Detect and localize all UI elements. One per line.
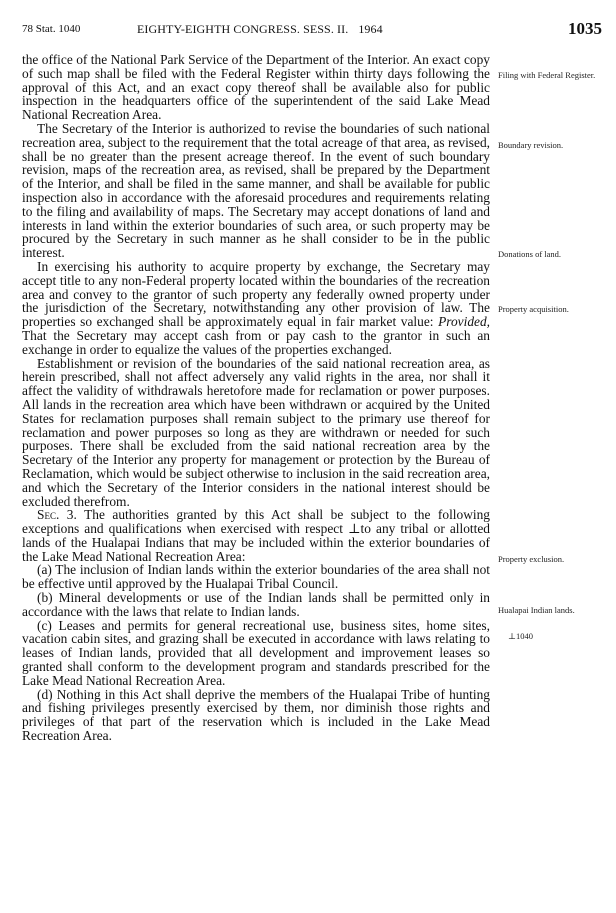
clause-c: (c) Leases and permits for general recreational use, business sites, home sites, vacation cabin sites, and grazing shall be executed in accordance with laws relating to leases of Indian lands, provided that all development and improvement leases so granted shall conform to the development program and standards prescribed for the Lake Mead National Recreation Area. [22,617,490,688]
running-head [137,22,383,37]
paragraph-3 [22,260,490,357]
page-number: 1035 [568,19,602,38]
clause-a: (a) The inclusion of Indian lands within the exterior boundaries of the area shall not be effective until approved by the Hualapai Tribal Council. [22,562,490,592]
margin-note-boundary-revision: Boundary revision. [498,140,564,150]
section-number: Sec. 3. [37,507,77,523]
proviso-italic: Provided, [438,314,490,330]
margin-note-filing: Filing with Federal Register. [498,70,596,80]
margin-note-donations: Donations of land. [498,249,562,259]
year-label: 1964 [358,22,383,36]
clause-d: (d) Nothing in this Act shall deprive the members of the Hualapai Tribe of hunting and fishing privileges presently exercised by them, nor diminish those rights and privileges of that part of the reservation which is included in the Lake Mead Recreation Area. [22,686,490,744]
paragraph-2: The Secretary of the Interior is authorized to revise the boundaries of such national recreation area, subject to the requirement that the total acreage of that area, as revised, shall be no greater than the present acreage thereof. In the event of such boundary revision, maps of the recreation area, as revised, shall be prepared by the Department of the Interior, and shall be filed in the same manner, and shall be available for public inspection also in accordance with the aforesaid procedures and requirements relating to the filing and availability of maps. The Secretary may accept donations of land and interests in land within the exterior boundaries of such area, or such property may be procured by the Secretary in such manner as he shall consider to be in the public interest. [22,120,490,261]
section-3-text: The authorities granted by this Act shall be subject to the following exceptions and qualifications when exercised with respect ⊥to any tribal or allotted lands of the Hualapai Indians that may be included within the exterior boundaries of the Lake Mead National Recreation Area: [22,507,490,564]
margin-note-hualapai-lands: Hualapai Indian lands. [498,605,575,615]
session-label: SESS. II. [303,22,349,36]
section-3-paragraph [22,508,490,563]
body-text [22,53,490,743]
paragraph-4: Establishment or revision of the boundaries of the said national recreation area, as herein prescribed, shall not affect adversely any valid rights in the area, nor shall it affect the validity of withdrawals heretofore made for reclamation or power purposes. All lands in the recreation area which have been withdrawn or acquired by the United States for reclamation purposes shall remain subject to the primary use thereof for reclamation and power purposes so long as they are withdrawn or needed for such purposes. There shall be excluded from the said national recreation area by the Secretary of the Interior any property for management or protection by the Bureau of Reclamation, which would be subject otherwise to inclusion in the said recreation area, and which the Secretary of the Interior considers in the national interest should be excluded therefrom. [22,355,490,509]
margin-note-star-page: ⊥1040 [508,631,533,641]
margin-note-property-exclusion: Property exclusion. [498,554,565,564]
clause-b: (b) Mineral developments or use of the Indian lands shall be permitted only in accordance with the laws that relate to Indian lands. [22,590,490,619]
paragraph-3-after: That the Secretary may accept cash from or pay cash to the grantor in such an exchange in order to equalize the values of the properties exchanged. [22,327,490,357]
paragraph-1: the office of the National Park Service of the Department of the Interior. An exact copy of such map shall be filed with the Federal Register within thirty days following the approval of this Act, and an exact copy thereof shall be available also for public inspection in the headquarters office of the superintendent of the said Lake Mead National Recreation Area. [22,52,490,123]
page-header [22,19,602,41]
paragraph-3-before: In exercising his authority to acquire property by exchange, the Secretary may accept title to any non-Federal property located within the boundaries of the recreation area and convey to the grantor of such property any federally owned property under the jurisdiction of the Secretary, notwithstanding any other provision of law. The properties so exchanged shall be approximately equal in fair market value: [22,258,490,330]
statute-citation: 78 Stat. 1040 [22,23,81,35]
margin-note-property-acquisition: Property acquisition. [498,304,569,314]
congress-label: EIGHTY-EIGHTH CONGRESS. [137,22,300,36]
